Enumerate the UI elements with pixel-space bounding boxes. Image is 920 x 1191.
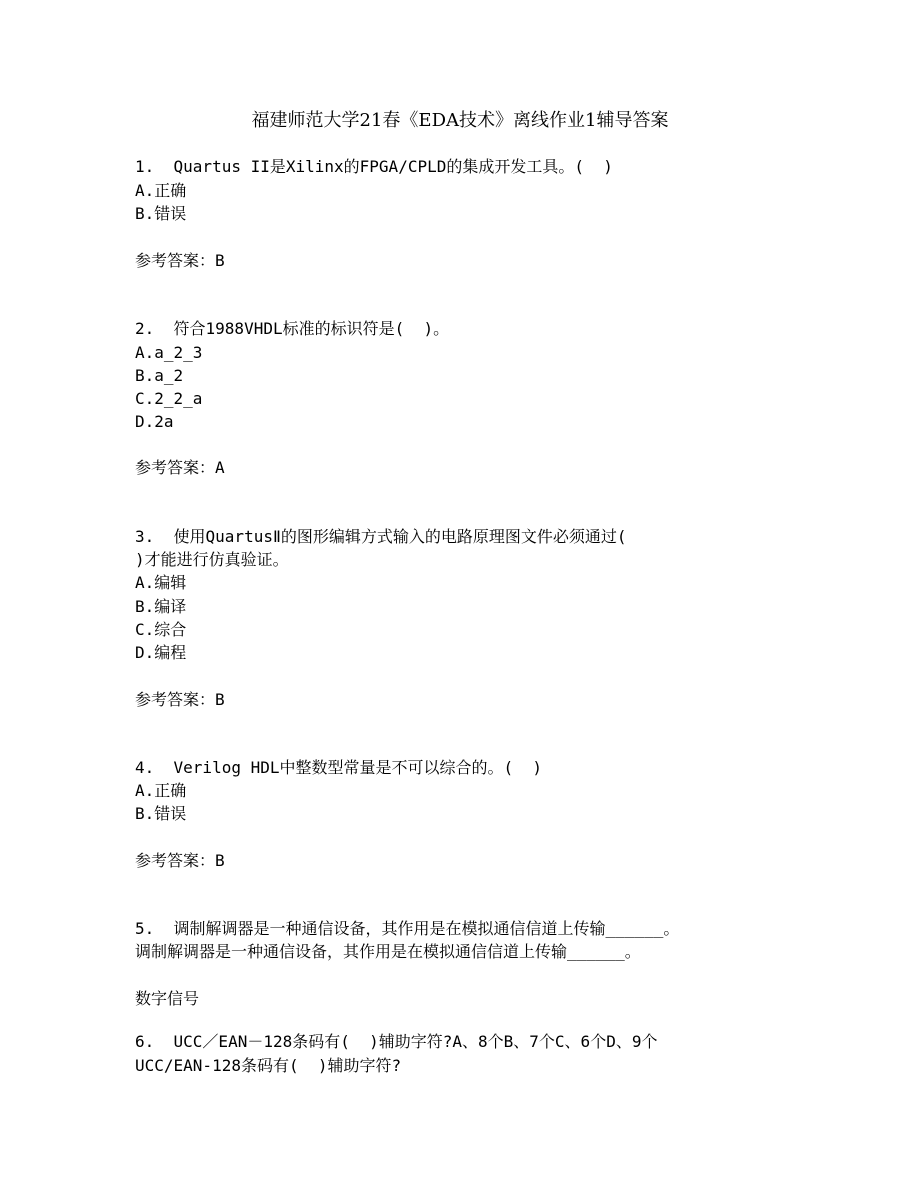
question-3-text-line-1: 3. 使用QuartusⅡ的图形编辑方式输入的电路原理图文件必须通过( <box>135 527 627 546</box>
question-3-option-d: D.编程 <box>135 643 187 662</box>
question-5-text-line-1: 5. 调制解调器是一种通信设备，其作用是在模拟通信信道上传输______。 <box>135 919 680 938</box>
question-3-text-line-2: )才能进行仿真验证。 <box>135 550 289 569</box>
question-3-option-a: A.编辑 <box>135 573 187 592</box>
question-4-text: 4. Verilog HDL中整数型常量是不可以综合的。( ) <box>135 758 543 777</box>
question-1-option-a: A.正确 <box>135 181 187 200</box>
page-title: 福建师范大学21春《EDA技术》离线作业1辅导答案 <box>251 110 669 131</box>
question-3-option-c: C.综合 <box>135 620 187 639</box>
question-6-text-line-2: UCC/EAN-128条码有( )辅助字符? <box>135 1056 402 1075</box>
question-1-text: 1. Quartus II是Xilinx的FPGA/CPLD的集成开发工具。( ) <box>135 157 613 176</box>
question-5-answer: 数字信号 <box>135 989 200 1008</box>
question-1-answer: 参考答案：B <box>135 251 225 270</box>
question-2-text: 2. 符合1988VHDL标准的标识符是( )。 <box>135 319 450 338</box>
question-3-answer: 参考答案：B <box>135 690 225 709</box>
question-4-option-b: B.错误 <box>135 804 187 823</box>
question-2-answer: 参考答案：A <box>135 458 225 477</box>
question-2-option-c: C.2_2_a <box>135 389 203 408</box>
question-6-text-line-1: 6. UCC／EAN－128条码有( )辅助字符?A、8个B、7个C、6个D、9个 <box>135 1032 658 1051</box>
question-2-option-b: B.a_2 <box>135 366 184 385</box>
question-4-option-a: A.正确 <box>135 781 187 800</box>
question-3-option-b: B.编译 <box>135 597 187 616</box>
question-4-answer: 参考答案：B <box>135 851 225 870</box>
question-2-option-d: D.2a <box>135 412 174 431</box>
question-2-option-a: A.a_2_3 <box>135 343 203 362</box>
question-5-text-line-2: 调制解调器是一种通信设备，其作用是在模拟通信信道上传输______。 <box>135 942 641 961</box>
question-1-option-b: B.错误 <box>135 204 187 223</box>
